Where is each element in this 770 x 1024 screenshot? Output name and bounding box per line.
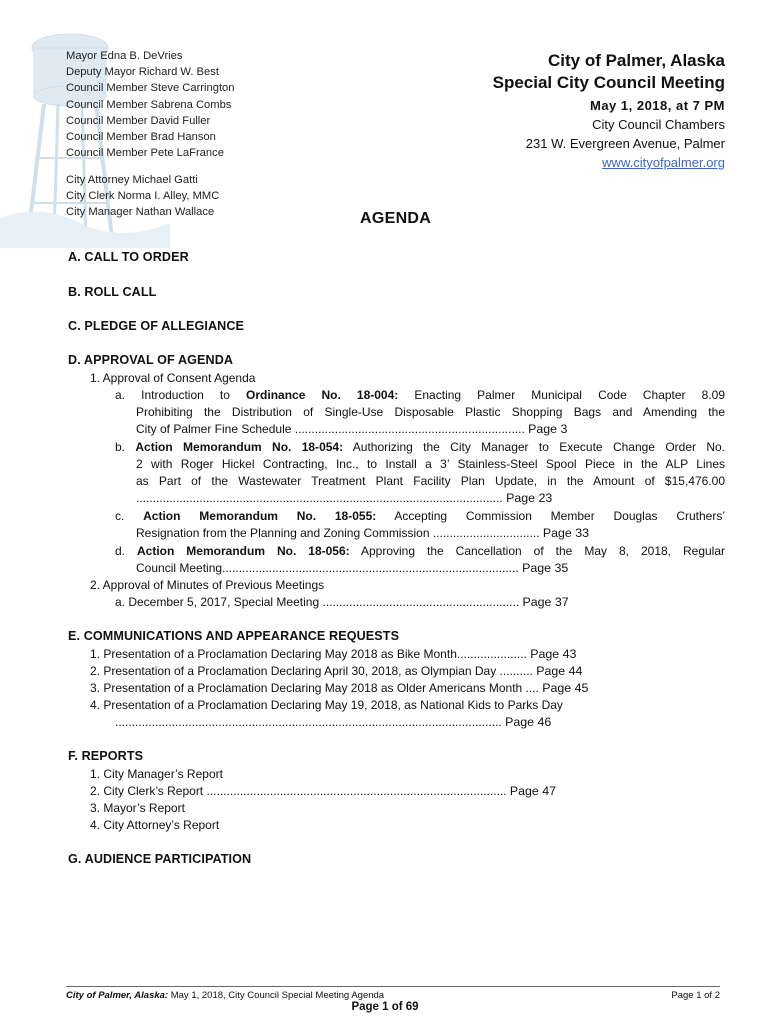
section-call-to-order: A. CALL TO ORDER: [68, 250, 189, 264]
footer-divider: [66, 986, 720, 987]
section-roll-call: B. ROLL CALL: [68, 285, 157, 299]
agenda-item-am-18-054: [115, 439, 725, 456]
staff-attorney: City Attorney Michael Gatti: [66, 174, 198, 186]
page-reference: Page 23: [506, 491, 553, 505]
meeting-location: City Council Chambers: [592, 117, 725, 132]
section-approval-of-agenda: D. APPROVAL OF AGENDA: [68, 353, 234, 367]
section-communications: E. COMMUNICATIONS AND APPEARANCE REQUESTS: [68, 629, 400, 643]
list-item: 2. Presentation of a Proclamation Declaring April 30, 2018, as Olympian Day .......... Page 44: [90, 664, 583, 678]
item-title: Action Memorandum No. 18-055:: [143, 509, 377, 523]
list-item: 4. Presentation of a Proclamation Declaring May 19, 2018, as National Kids to Parks Day: [90, 698, 563, 712]
item-text: Council Meeting: [136, 561, 223, 575]
page-reference: Page 3: [528, 422, 568, 436]
item-text-line: as Part of the Wastewater Treatment Plant Facility Plan Update, in the Amount of $15,476.00: [136, 474, 725, 488]
page-reference: Page 44: [536, 664, 583, 678]
list-item: 3. Presentation of a Proclamation Declaring May 2018 as Older Americans Month .... Page 45: [90, 681, 589, 695]
item-title: Action Memorandum No. 18-054:: [135, 440, 344, 454]
item-text-line: Council Meeting......................................................................................... Page 35: [136, 561, 569, 575]
section-audience-participation: G. AUDIENCE PARTICIPATION: [68, 852, 252, 866]
item-text: Enacting Palmer Municipal Code Chapter 8.09: [398, 388, 726, 402]
footer-page-number: Page 1 of 69: [351, 1001, 419, 1013]
meeting-type: Special City Council Meeting: [492, 73, 725, 92]
footer-document-title: [66, 990, 384, 1001]
official-council-member: Council Member Sabrena Combs: [66, 98, 232, 111]
agenda-item-minutes: a. December 5, 2017, Special Meeting ........................................................... Page 37: [115, 595, 569, 609]
footer-page-of-section: Page 1 of 2: [671, 990, 720, 1001]
item-label: d.: [115, 544, 137, 558]
page-reference: Page 45: [542, 681, 589, 695]
section-reports: F. REPORTS: [68, 749, 144, 763]
agenda-item-ordinance-18-004: [115, 387, 725, 404]
agenda-heading: AGENDA: [360, 210, 432, 227]
item-text-line: 2 with Roger Hickel Contracting, Inc., to Install a 3’ Stainless-Steel Spool Piece in the ALP Lines: [136, 457, 725, 471]
website-link[interactable]: www.cityofpalmer.org: [602, 155, 725, 170]
footer-meeting: May 1, 2018, City Council Special Meeting Agenda: [168, 990, 385, 1001]
list-item: 3. Mayor’s Report: [90, 801, 185, 815]
staff-clerk: City Clerk Norma I. Alley, MMC: [66, 190, 220, 203]
item-text: Approving the Cancellation of the May 8, 2018, Regular: [349, 544, 726, 558]
item-title: Ordinance No. 18-004:: [246, 388, 399, 402]
list-item: 2. City Clerk’s Report .......................................................................................... Page 47: [90, 784, 557, 798]
city-staff-list: [66, 172, 219, 221]
official-council-member: Council Member David Fuller: [66, 114, 211, 127]
item-text-line: Prohibiting the Distribution of Single-Use Disposable Plastic Shopping Bags and Amending the: [136, 405, 725, 419]
item-label: b.: [115, 440, 136, 454]
item-text: 1. Presentation of a Proclamation Declaring May 2018 as Bike Month: [90, 647, 457, 661]
item-text-line: City of Palmer Fine Schedule ..................................................................... Page 3: [136, 422, 568, 436]
item-title: Action Memorandum No. 18-056:: [137, 544, 350, 558]
consent-agenda-item: 1. Approval of Consent Agenda: [90, 371, 256, 385]
item-text-line: .............................................................................................................. Page 23: [136, 491, 553, 505]
official-deputy-mayor: Deputy Mayor Richard W. Best: [66, 66, 219, 79]
item-text: 2. Presentation of a Proclamation Declaring April 30, 2018, as Olympian Day: [90, 664, 497, 678]
list-item: 1. City Manager’s Report: [90, 767, 223, 781]
official-mayor: Mayor Edna B. DeVries: [66, 50, 183, 62]
item-text: City of Palmer Fine Schedule: [136, 422, 292, 436]
agenda-item-am-18-055: [115, 508, 725, 525]
meeting-address: 231 W. Evergreen Avenue, Palmer: [525, 136, 725, 151]
item-text: Authorizing the City Manager to Execute Change Order No.: [343, 440, 726, 454]
item-text: Resignation from the Planning and Zoning Commission: [136, 526, 430, 540]
meeting-date: May 1, 2018, at 7 PM: [589, 98, 725, 113]
section-pledge: C. PLEDGE OF ALLEGIANCE: [68, 319, 245, 333]
item-label: a. Introduction to: [115, 388, 247, 402]
item-label: c.: [115, 509, 144, 523]
item-text: Accepting Commission Member Douglas Cruthers’: [376, 509, 725, 523]
item-text: 2. City Clerk’s Report: [90, 784, 204, 798]
item-text: 3. Presentation of a Proclamation Declaring May 2018 as Older Americans Month: [90, 681, 523, 695]
page-reference: Page 37: [522, 595, 569, 609]
page-reference: Page 46: [505, 715, 552, 729]
item-text-line: Resignation from the Planning and Zoning Commission ................................ Page 33: [136, 526, 590, 540]
agenda-item-am-18-056: [115, 543, 725, 560]
council-members-list: [66, 48, 235, 161]
footer-city: City of Palmer, Alaska:: [66, 990, 169, 1001]
city-name: City of Palmer, Alaska: [547, 51, 725, 70]
page-reference: Page 47: [509, 784, 557, 798]
page-reference: Page 35: [522, 561, 569, 575]
official-council-member: Council Member Pete LaFrance: [66, 147, 224, 160]
meeting-header: [493, 50, 725, 172]
minutes-item: 2. Approval of Minutes of Previous Meetings: [90, 578, 325, 592]
page-reference: Page 43: [530, 647, 577, 661]
page-reference: Page 33: [542, 526, 590, 540]
item-text: a. December 5, 2017, Special Meeting: [115, 595, 320, 609]
staff-manager: City Manager Nathan Wallace: [66, 206, 215, 219]
list-item: 4. City Attorney’s Report: [90, 818, 220, 832]
official-council-member: Council Member Brad Hanson: [66, 131, 216, 144]
official-council-member: Council Member Steve Carrington: [66, 82, 235, 95]
list-item: 1. Presentation of a Proclamation Declaring May 2018 as Bike Month..................... Page 43: [90, 647, 577, 661]
list-item-continued: .................................................................................................................... Page 46: [115, 715, 552, 729]
